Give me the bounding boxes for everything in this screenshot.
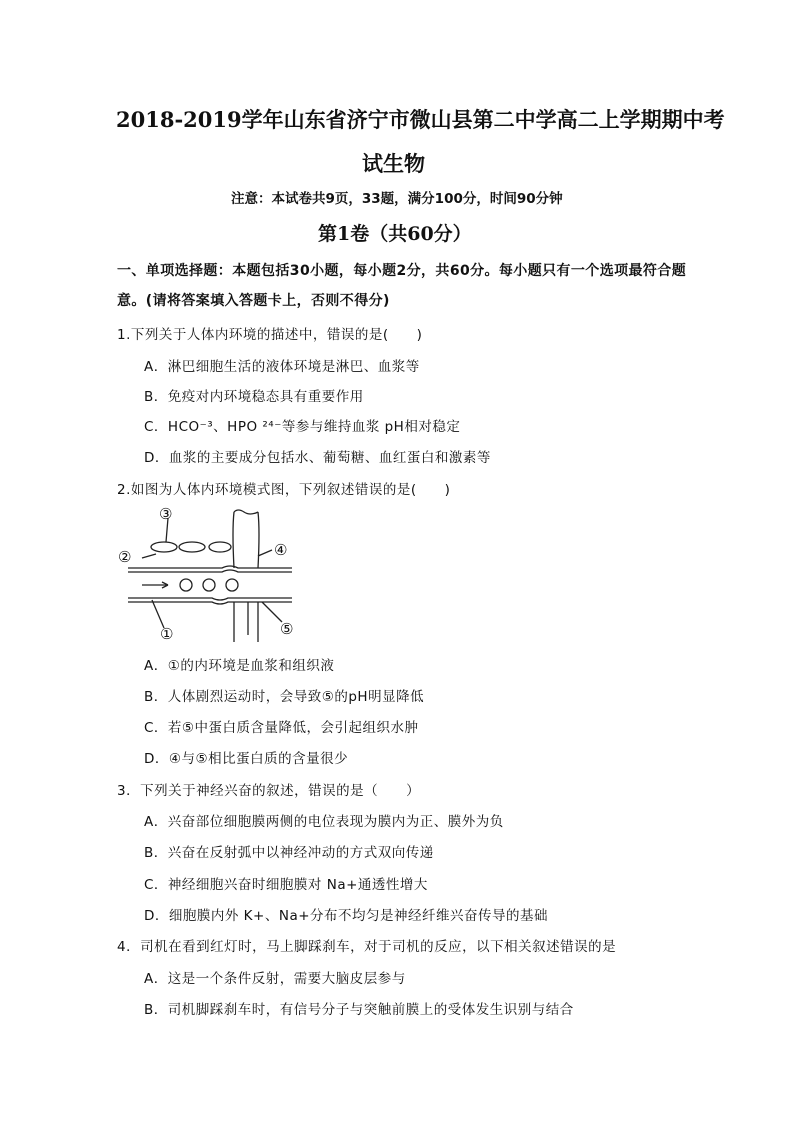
question-3-option-d: D．细胞膜内外 K+、Na+分布不均匀是神经纤维兴奋传导的基础 [144, 908, 549, 924]
question-3-option-a: A．兴奋部位细胞膜两侧的电位表现为膜内为正、膜外为负 [144, 814, 504, 830]
tissue-cell-1 [151, 542, 177, 552]
vessel-upper-wall-outer [128, 566, 292, 568]
question-2-stem: 2.如图为人体内环境模式图，下列叙述错误的是( ) [117, 482, 451, 498]
question-3-stem: 3．下列关于神经兴奋的叙述，错误的是（ ） [117, 783, 421, 799]
blood-cell-2 [203, 579, 215, 591]
exam-title-line-1: 2018-2019学年山东省济宁市微山县第二中学高二上学期期中考 [116, 107, 725, 132]
question-4-option-a: A．这是一个条件反射，需要大脑皮层参与 [144, 971, 406, 987]
tube-right-upper [258, 512, 259, 568]
tissue-cell-3 [209, 542, 231, 552]
vessel-upper-wall-inner [128, 570, 292, 572]
exam-notice: 注意：本试卷共9页，33题，满分100分，时间90分钟 [231, 191, 563, 207]
question-3-option-c: C．神经细胞兴奋时细胞膜对 Na+通透性增大 [144, 877, 428, 893]
leader-5 [262, 602, 282, 622]
question-1-option-c: C．HCO⁻³、HPO ²⁴⁻等参与维持血浆 pH相对稳定 [144, 419, 461, 435]
question-1-stem: 1.下列关于人体内环境的描述中，错误的是( ) [117, 327, 423, 343]
diagram-label-4: ④ [274, 541, 288, 559]
section-instruction-line-2: 意。(请将答案填入答题卡上，否则不得分) [117, 293, 390, 309]
blood-cell-1 [180, 579, 192, 591]
question-1-option-d: D．血浆的主要成分包括水、葡萄糖、血红蛋白和激素等 [144, 450, 491, 466]
question-3-option-b: B．兴奋在反射弧中以神经冲动的方式双向传递 [144, 845, 434, 861]
diagram-label-2: ② [118, 548, 132, 566]
leader-4 [258, 550, 272, 556]
question-2-option-d: D．④与⑤相比蛋白质的含量很少 [144, 751, 349, 767]
vessel-lower-wall-inner [128, 598, 292, 600]
tube-left-upper [233, 512, 234, 568]
leader-1 [152, 600, 164, 628]
tube-top [234, 510, 258, 514]
exam-title-line-2: 试生物 [362, 151, 425, 176]
question-2-option-a: A．①的内环境是血浆和组织液 [144, 658, 335, 674]
internal-environment-diagram [112, 500, 312, 645]
tissue-cell-2 [179, 542, 205, 552]
diagram-label-5: ⑤ [280, 620, 294, 638]
leader-2 [142, 554, 156, 558]
diagram-label-1: ① [160, 625, 174, 643]
question-2-option-b: B．人体剧烈运动时，会导致⑤的pH明显降低 [144, 689, 425, 705]
part-title: 第1卷（共60分） [318, 223, 472, 245]
question-2-option-c: C．若⑤中蛋白质含量降低，会引起组织水肿 [144, 720, 419, 736]
blood-cell-3 [226, 579, 238, 591]
question-1-option-b: B．免疫对内环境稳态具有重要作用 [144, 389, 364, 405]
question-4-option-b: B．司机脚踩刹车时，有信号分子与突触前膜上的受体发生识别与结合 [144, 1002, 574, 1018]
section-instruction-line-1: 一、单项选择题：本题包括30小题，每小题2分，共60分。每小题只有一个选项最符合题 [117, 263, 687, 279]
diagram-label-3: ③ [159, 505, 173, 523]
question-1-option-a: A．淋巴细胞生活的液体环境是淋巴、血浆等 [144, 359, 420, 375]
question-4-stem: 4．司机在看到红灯时，马上脚踩刹车，对于司机的反应，以下相关叙述错误的是 [117, 939, 617, 955]
